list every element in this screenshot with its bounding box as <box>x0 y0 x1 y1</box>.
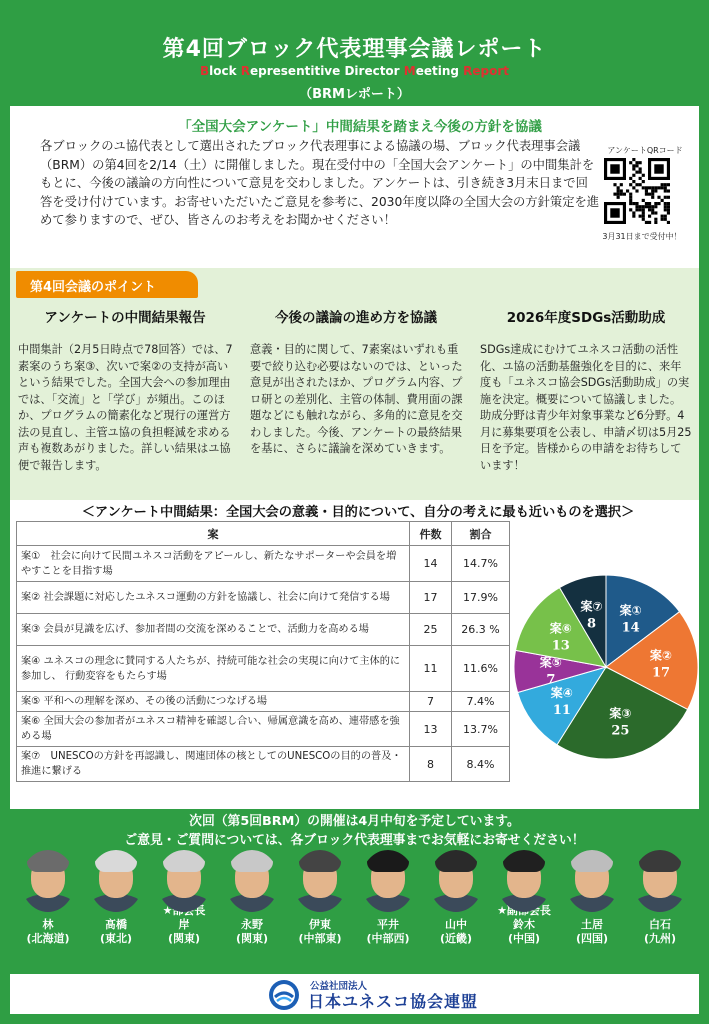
org-name: 日本ユネスコ協会連盟 <box>308 992 479 1011</box>
member-item <box>492 850 556 946</box>
member-item <box>152 850 216 946</box>
member-name-line: 林 <box>42 918 54 931</box>
pie-label-value: 17 <box>651 665 671 681</box>
pie-label-category: 案② <box>649 648 673 663</box>
member-name-line: (東北) <box>99 932 133 945</box>
cell-option: 案⑥ 全国大会の参加者がユネスコ精神を確認し合い、帰属意識を高め、連帯感を強める場 <box>17 712 410 747</box>
table-row <box>17 646 510 692</box>
member-photo <box>361 850 415 912</box>
subtitle-part: B <box>199 64 210 78</box>
member-name-line: (九州) <box>643 932 677 945</box>
member-name-line: 岸 <box>178 918 190 931</box>
pie-label-value: 14 <box>621 620 640 636</box>
member-name-line: (近畿) <box>439 932 473 945</box>
pie-label-category: 案⑦ <box>580 599 603 614</box>
member-photo <box>633 850 687 912</box>
report-abbr: （BRMレポート） <box>299 87 410 102</box>
table-row <box>17 582 510 614</box>
survey-table <box>16 521 510 782</box>
col-option: 案 <box>17 522 410 546</box>
cell-option: 案⑤ 平和への理解を深め、その後の活動につなげる場 <box>17 692 410 712</box>
member-name-line: 伊東 <box>309 918 331 931</box>
report-header <box>10 10 699 106</box>
intro-title: 「全国大会アンケート」中間結果を踏まえ今後の方針を協議 <box>178 119 542 135</box>
member-name-line: 平井 <box>377 918 399 931</box>
table-row <box>17 692 510 712</box>
cell-pct: 17.9% <box>452 582 510 614</box>
subtitle-part: lock <box>209 64 241 78</box>
member-name-line: (四国) <box>575 932 609 945</box>
cell-pct: 8.4% <box>452 747 510 782</box>
point-heading-1: アンケートの中間結果報告 <box>44 310 206 326</box>
survey-pie-chart <box>511 572 701 762</box>
survey-heading: ＜アンケート中間結果：全国大会の意義・目的について、自分の考えに最も近いものを選択＞ <box>81 505 635 520</box>
cell-pct: 7.4% <box>452 692 510 712</box>
footer-message-line1: 次回（第5回BRM）の開催は4月中旬を予定しています。 <box>189 814 520 829</box>
member-photo <box>225 850 279 912</box>
member-name-line: (中部東) <box>298 932 342 945</box>
point-heading-3: 2026年度SDGs活動助成 <box>506 310 666 326</box>
table-header-row <box>17 522 510 546</box>
member-item <box>16 850 80 946</box>
member-item <box>84 850 148 946</box>
member-name-line: (関東) <box>235 932 269 945</box>
member-photo <box>157 850 211 912</box>
member-name-line: 土居 <box>581 918 603 931</box>
cell-option: 案② 社会課題に対応したユネスコ運動の方針を協議し、社会に向けて発信する場 <box>17 582 410 614</box>
subtitle-part: M <box>403 64 416 78</box>
pie-label-value: 13 <box>551 638 570 654</box>
pie-label-value: 8 <box>587 616 597 632</box>
intro-text: 各ブロックのユ協代表として選出されたブロック代表理事による協議の場、ブロック代表理事会議（BRM）の第4回を2/14（土）に開催しました。現在受付中の「全国大会アンケート」の中間集計をもとに、今後の議論の方向性について意見を交わしました。アンケートは、引き続き3月末日まで回答を受け付けています。お寄せいただいたご意見を参考に、2030年度以降の全国大会の方針策定を進めて参りますので、ぜひ、皆さんのお考えをお聞かせください！ <box>40 139 600 227</box>
points-tab: 第4回会議のポイント <box>16 271 198 298</box>
member-name-line: 鈴木 <box>513 918 535 931</box>
cell-option: 案④ ユネスコの理念に賛同する人たちが、持続可能な社会の実現に向けて主体的に参加し、 行動変容をもたらす場 <box>17 646 410 692</box>
cell-option: 案③ 会員が見識を広げ、参加者間の交流を深めることで、活動力を高める場 <box>17 614 410 646</box>
member-item <box>628 850 692 946</box>
member-item <box>560 850 624 946</box>
org-subtitle: 公益社団法人 <box>310 981 368 992</box>
member-item <box>424 850 488 946</box>
table-row <box>17 712 510 747</box>
member-name-line: 山中 <box>445 918 467 931</box>
pie-label-value: 11 <box>552 703 571 719</box>
cell-pct: 26.3 % <box>452 614 510 646</box>
member-name-line: 髙橋 <box>105 918 127 931</box>
member-photo <box>429 850 483 912</box>
pie-label-value: 25 <box>611 723 630 739</box>
pie-label-category: 案⑥ <box>549 621 572 636</box>
cell-count: 11 <box>410 646 452 692</box>
member-item <box>220 850 284 946</box>
qr-label: アンケートQRコード <box>607 146 683 155</box>
table-row <box>17 546 510 582</box>
point-heading-2: 今後の議論の進め方を協議 <box>275 310 437 326</box>
point-text-2: 意義・目的に関して、7素案はいずれも重要で絞り込む必要はないのでは、といった意見が出されたほか、プログラム内容、プロ研との差別化、主管の体制、費用面の課題などにも触れながら、多角的に意見を交わしました。今後、アンケートの最終結果を基に、さらに議論を深めていきます。 <box>250 343 463 455</box>
member-name-line: 永野 <box>241 918 263 931</box>
qr-note: 3月31日まで受付中！ <box>602 232 682 241</box>
member-name-line: 白石 <box>649 918 671 931</box>
unesco-logo-icon <box>268 979 300 1011</box>
cell-count: 14 <box>410 546 452 582</box>
report-subtitle <box>10 64 699 78</box>
table-row <box>17 747 510 782</box>
member-item <box>288 850 352 946</box>
member-list <box>16 850 696 972</box>
member-name-line: (北海道) <box>26 932 70 945</box>
col-count: 件数 <box>410 522 452 546</box>
table-row <box>17 614 510 646</box>
subtitle-part: eeting <box>415 64 464 78</box>
cell-count: 7 <box>410 692 452 712</box>
point-text-3: SDGs達成にむけてユネスコ活動の活性化、ユ協の活動基盤強化を目的に、来年度も「ユネスコ協会SDGs活動助成」の実施を決定。概要について協議しました。助成分野は青少年対象事業など6分野。4月に募集要項を公表し、申請〆切は5月25日を予定。皆様からの申請をお待ちしています！ <box>480 343 692 472</box>
member-photo <box>497 850 551 912</box>
pie-label-value: 7 <box>546 672 556 688</box>
subtitle-part: R <box>240 64 250 78</box>
subtitle-part: Report <box>463 64 510 78</box>
member-name-line: (中国) <box>507 932 541 945</box>
subtitle-part: epresentitive Director <box>250 64 404 78</box>
member-photo <box>293 850 347 912</box>
pie-label-category: 案① <box>619 603 642 618</box>
cell-pct: 11.6% <box>452 646 510 692</box>
pie-label-category: 案④ <box>550 686 573 701</box>
cell-option: 案① 社会に向けて民間ユネスコ活動をアピールし、新たなサポーターや会員を増やすことを目指す場 <box>17 546 410 582</box>
footer-message-line2: ご意見・ご質問については、各ブロック代表理事までお気軽にお寄せください！ <box>124 833 585 848</box>
member-photo <box>89 850 143 912</box>
point-text-1: 中間集計（2月5日時点で78回答）では、7素案のうち案③、次いで案②の支持が高いという結果でした。全国大会への参加理由では、「交流」と「学び」が頻出。このほか、プログラムの簡素化など現行の運営方法の見直し、主管ユ協の負担軽減を求める声も複数あがりました。詳しい結果はユ協便で報告します。 <box>18 343 233 472</box>
pie-label-category: 案③ <box>609 706 632 721</box>
cell-count: 17 <box>410 582 452 614</box>
member-item <box>356 850 420 946</box>
col-pct: 割合 <box>452 522 510 546</box>
pie-label-category: 案⑤ <box>539 655 562 670</box>
cell-count: 13 <box>410 712 452 747</box>
cell-pct: 13.7% <box>452 712 510 747</box>
cell-option: 案⑦ UNESCOの方針を再認識し、関連団体の核としてのUNESCOの目的の普及・推進に繋げる <box>17 747 410 782</box>
cell-count: 25 <box>410 614 452 646</box>
member-name-line: (関東) <box>167 932 201 945</box>
footer-message <box>10 812 699 850</box>
cell-pct: 14.7% <box>452 546 510 582</box>
member-photo <box>21 850 75 912</box>
cell-count: 8 <box>410 747 452 782</box>
report-title: 第4回ブロック代表理事会議レポート <box>162 37 547 62</box>
member-photo <box>565 850 619 912</box>
member-name-line: (中部西) <box>366 932 410 945</box>
qr-code-icon[interactable] <box>604 158 670 224</box>
